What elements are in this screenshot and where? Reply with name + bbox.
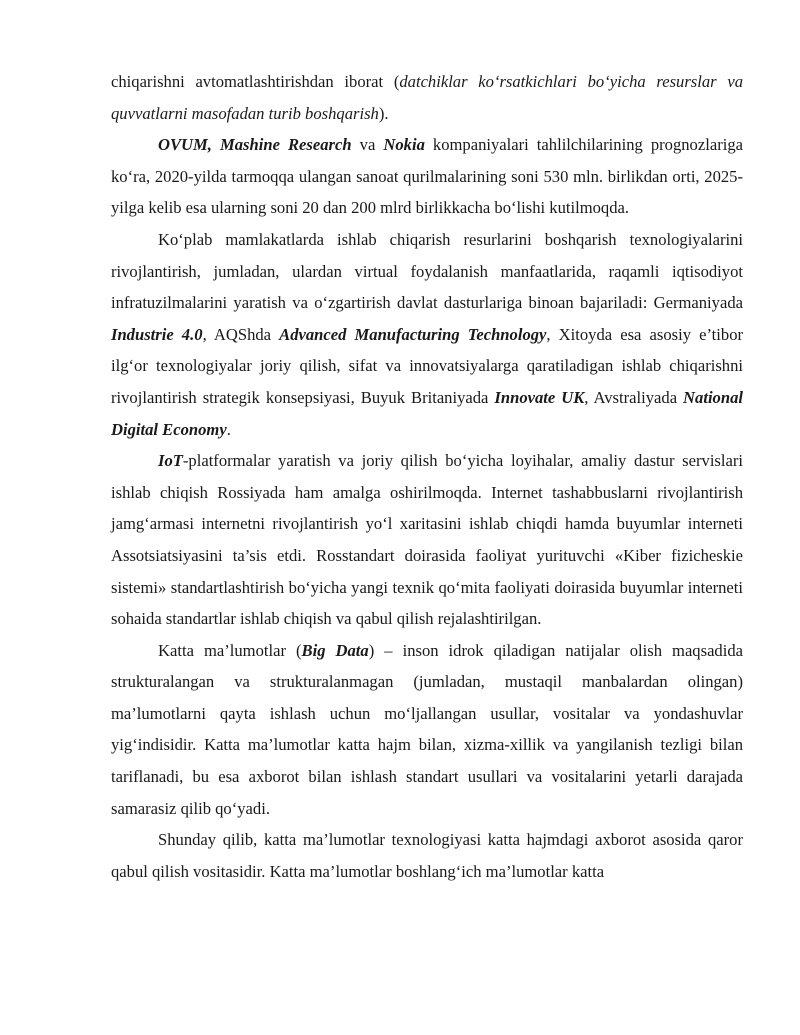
emphasis-run: Big Data [301,640,369,660]
text-run: Katta ma’lumotlar ( [158,640,302,660]
document-page [111,66,743,887]
paragraph [111,824,743,887]
text-run: Shunday qilib, katta ma’lumotlar texnologiyasi katta hajmdagi axborot asosida qaror qabul qilish vositasidir. Katta ma’lumotlar boshlang‘ich ma’lumotlar katta [111,830,743,881]
paragraph [111,635,743,825]
text-run: chiqarishni avtomatlashtirishdan iborat ( [111,72,400,91]
emphasis-run: IoT [158,451,183,471]
paragraph [111,224,743,445]
text-run: kompaniyalari tahlilchilarining prognozlariga ko‘ra, 2020-yilda tarmoqqa ulangan sanoat qurilmalarining soni 530 mln. birlikdan orti, 2025-yilga kelib esa ularning soni 20 dan 200 mlrd birlikkacha bo‘lishi kutilmoqda. [111,135,743,218]
emphasis-run: OVUM, Mashine Research [158,135,352,155]
paragraph [111,129,743,224]
emphasis-run: Industrie 4.0 [111,324,203,344]
text-run: va [351,135,384,155]
text-run: . [226,419,231,439]
paragraph [111,66,743,129]
text-run: , Xitoyda esa asosiy e’tibor ilg‘or texnologiyalar joriy qilish, sifat va innovatsiyalarga qaratiladigan ishlab chiqarishni rivojlantirish strategik konsepsiyasi, Buyuk Britaniyada [111,324,744,407]
text-run: ). [378,103,389,123]
emphasis-run: datchiklar ko‘rsatkichlari bo‘yicha resurslar va quvvatlarni masofadan turib boshqarish [111,72,743,123]
text-run: , Avstraliyada [584,387,684,407]
emphasis-run: National Digital Economy [111,387,743,439]
text-run: ) – inson idrok qiladigan natijalar olish maqsadida strukturalangan va strukturalanmagan (jumladan, mustaqil manbalardan olingan) ma’lumotlarni qayta ishlash uchun mo‘ljallangan usullar, vositalar va yondashuvlar yig‘indisidir. Katta ma’lumotlar katta hajm bilan, xizma-xillik va yangilanish tezligi bilan tariflanadi, bu esa axborot bilan ishlash standart usullari va vositalarini yetarli darajada samarasiz qilib qo‘yadi. [111,640,743,818]
text-run: , AQShda [202,324,280,344]
paragraph [111,445,743,635]
text-run: -platformalar yaratish va joriy qilish bo‘yicha loyihalar, amaliy dastur servislari ishlab chiqish Rossiyada ham amalga oshirilmoqda. Internet tashabbuslarni rivojlantirish jamg‘armasi internetni rivojlantirish yo‘l xaritasini ishlab chiqdi hamda buyumlar interneti Assotsiatsiyasini ta’sis etdi. Rosstandart doirasida faoliyat yurituvchi «Kiber fizicheskie sistemi» standartlashtirish bo‘yicha yangi texnik qo‘mita faoliyati doirasida buyumlar interneti sohaida standartlar ishlab chiqish va qabul qilish rejalashtirilgan. [111,451,743,629]
text-run: Ko‘plab mamlakatlarda ishlab chiqarish resurlarini boshqarish texnologiyalarini rivojlantirish, jumladan, ulardan virtual foydalanish manfaatlarida, raqamli iqtisodiyot infratuzilmalarini yaratish va o‘zgartirish davlat dasturlariga binoan bajariladi: Germaniyada [111,229,743,313]
emphasis-run: Nokia [383,135,425,155]
emphasis-run: Advanced Manufacturing Technology [279,324,547,344]
emphasis-run: Innovate UK [494,387,585,407]
